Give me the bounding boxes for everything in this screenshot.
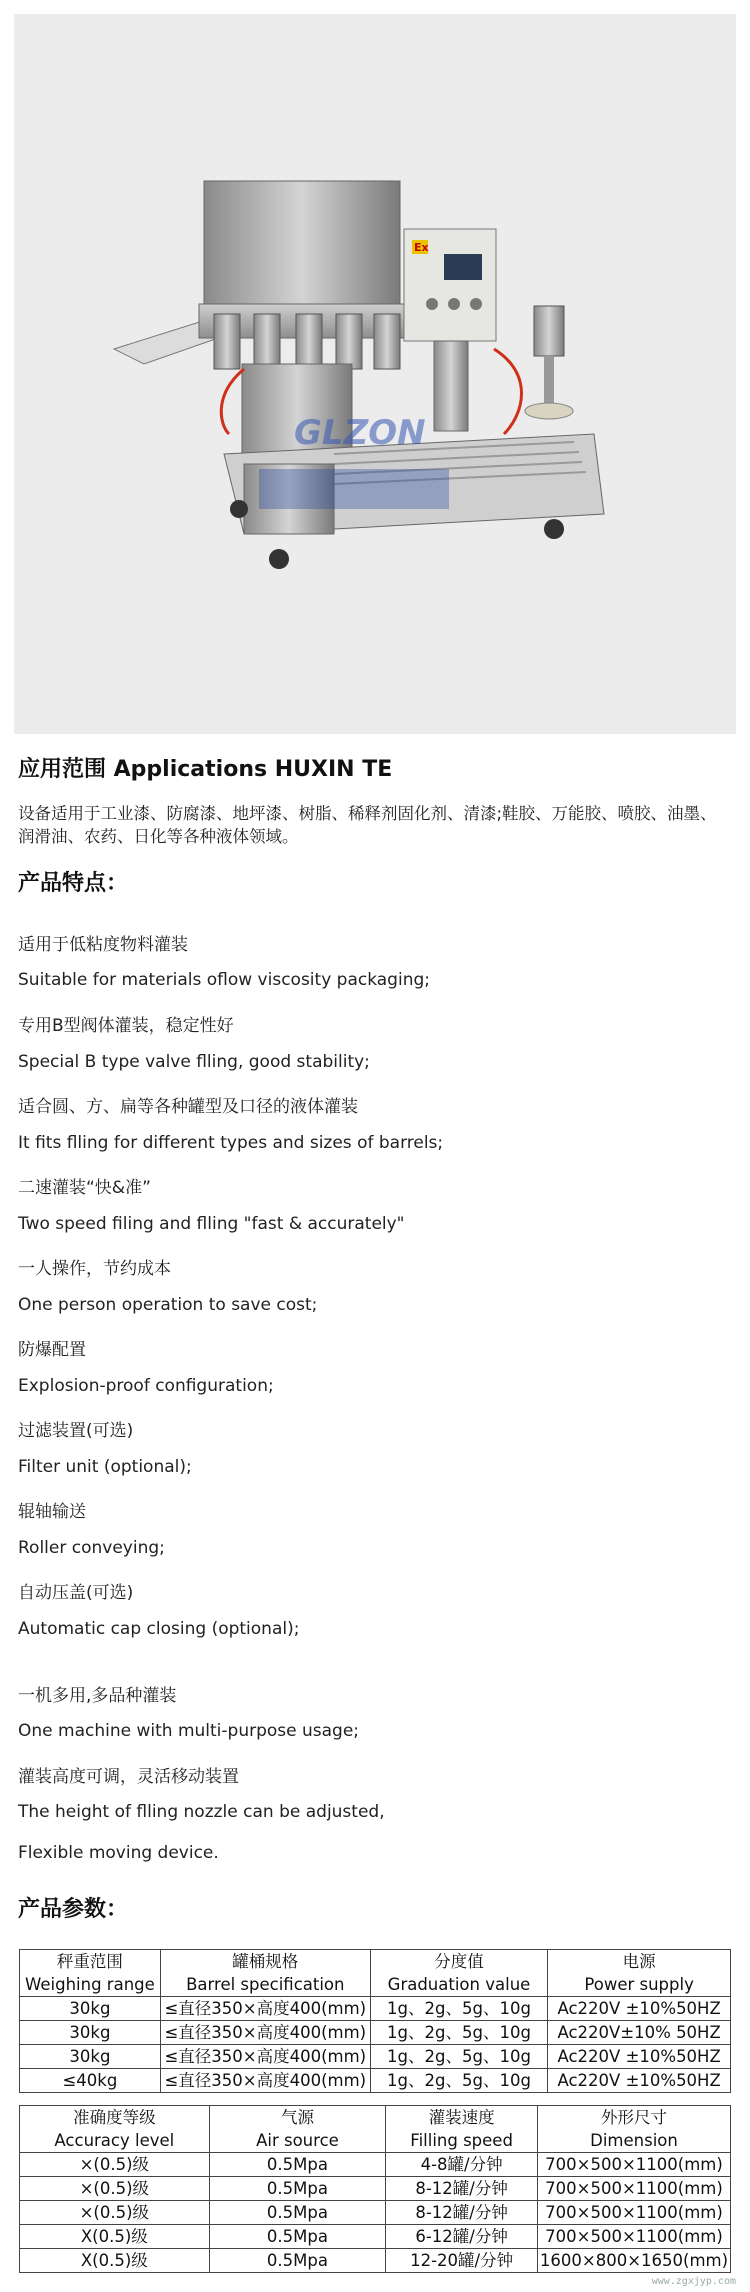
table-cell: Ac220V ±10%50HZ [548,2045,731,2069]
feature-line: 适用于低粘度物料灌装 [18,935,188,955]
feature-line: 专用B型阀体灌装，稳定性好 [18,1016,234,1036]
params-title: 产品参数： [18,1897,129,1922]
table-cell: ×(0.5)级 [20,2153,210,2177]
feature-line: One machine with multi-purpose usage; [18,1721,360,1741]
table-cell: 700×500×1100(mm) [538,2153,731,2177]
feature-line: One person operation to save cost; [18,1295,318,1315]
feature-line: Roller conveying; [18,1538,165,1558]
spec-table-1 [19,1949,731,2093]
table-cell: Ac220V±10% 50HZ [548,2021,731,2045]
table-cell: 700×500×1100(mm) [538,2201,731,2225]
table-row [20,2069,731,2093]
feature-line: 防爆配置 [18,1340,86,1360]
feature-line: Filter unit (optional); [18,1457,192,1477]
header-cell: 气源 Air source [209,2106,386,2153]
table-cell: 0.5Mpa [209,2201,386,2225]
header-cell: 灌装速度 Filling speed [386,2106,538,2153]
header-cell: 电源 Power supply [548,1950,731,1997]
table-cell: ≤直径350×高度400(mm) [160,2045,370,2069]
header-cell: 外形尺寸 Dimension [538,2106,731,2153]
table-header-row [20,2106,731,2153]
table-cell: ≤直径350×高度400(mm) [160,2021,370,2045]
table-cell: 30kg [20,2045,161,2069]
feature-line: Suitable for materials oflow viscosity packaging; [18,970,430,990]
table-cell: 1g、2g、5g、10g [370,2021,548,2045]
header-cell: 秤重范围 Weighing range [20,1950,161,1997]
table-cell: Ac220V ±10%50HZ [548,2069,731,2093]
table-cell: 4-8罐/分钟 [386,2153,538,2177]
feature-line: 适合圆、方、扁等各种罐型及口径的液体灌装 [18,1097,358,1117]
table-cell: ≤40kg [20,2069,161,2093]
table-cell: ≤直径350×高度400(mm) [160,2069,370,2093]
table-row [20,2249,731,2273]
table-header-row [20,1950,731,1997]
feature-line: 过滤装置(可选) [18,1421,134,1441]
table-cell: 30kg [20,1997,161,2021]
table-cell: 8-12罐/分钟 [386,2177,538,2201]
table-row [20,2021,731,2045]
feature-line: 灌装高度可调，灵活移动装置 [18,1767,239,1787]
applications-text: 设备适用于工业漆、防腐漆、地坪漆、树脂、稀释剂固化剂、清漆;鞋胶、万能胶、喷胶、油墨、润滑油、农药、日化等各种液体领域。 [18,804,717,846]
applications-title: 应用范围 Applications HUXIN TE [18,757,393,782]
spec-table-2 [19,2105,731,2273]
filling-machine-illustration [14,14,736,734]
table-cell: 0.5Mpa [209,2249,386,2273]
table-cell: 12-20罐/分钟 [386,2249,538,2273]
feature-line: Two speed filing and flling "fast & accurately" [18,1214,405,1234]
table-row [20,2045,731,2069]
table-cell: 8-12罐/分钟 [386,2201,538,2225]
header-cell: 分度值 Graduation value [370,1950,548,1997]
header-cell: 准确度等级 Accuracy level [20,2106,210,2153]
feature-line: It fits flling for different types and sizes of barrels; [18,1133,444,1153]
table-cell: 0.5Mpa [209,2177,386,2201]
feature-line: The height of flling nozzle can be adjusted, [18,1802,385,1822]
table-cell: ≤直径350×高度400(mm) [160,1997,370,2021]
table-cell: 1g、2g、5g、10g [370,2069,548,2093]
table-cell: 1g、2g、5g、10g [370,1997,548,2021]
table-cell: X(0.5)级 [20,2225,210,2249]
site-watermark: www.zgxjyp.com [651,2276,736,2287]
product-photo [14,14,736,734]
feature-line: 一人操作，节约成本 [18,1259,171,1279]
table-row [20,2201,731,2225]
table-cell: 30kg [20,2021,161,2045]
table-cell: ×(0.5)级 [20,2201,210,2225]
table-cell: 6-12罐/分钟 [386,2225,538,2249]
table-cell: 1g、2g、5g、10g [370,2045,548,2069]
table-cell: 700×500×1100(mm) [538,2177,731,2201]
feature-line: Explosion-proof configuration; [18,1376,274,1396]
table-cell: 0.5Mpa [209,2153,386,2177]
table-row [20,2225,731,2249]
table-row [20,2177,731,2201]
table-row [20,1997,731,2021]
table-row [20,2153,731,2177]
table-cell: 700×500×1100(mm) [538,2225,731,2249]
feature-line: 二速灌装“快&准” [18,1178,151,1198]
table-cell: 0.5Mpa [209,2225,386,2249]
features-title: 产品特点： [18,871,129,896]
header-cell: 罐桶规格 Barrel specification [160,1950,370,1997]
feature-line: Flexible moving device. [18,1843,219,1863]
feature-line: Special B type valve flling, good stability; [18,1052,370,1072]
feature-line: Automatic cap closing (optional); [18,1619,300,1639]
table-cell: ×(0.5)级 [20,2177,210,2201]
table-cell: X(0.5)级 [20,2249,210,2273]
feature-line: 自动压盖(可选) [18,1583,134,1603]
table-cell: Ac220V ±10%50HZ [548,1997,731,2021]
feature-line: 辊轴输送 [18,1502,86,1522]
table-cell: 1600×800×1650(mm) [538,2249,731,2273]
feature-line: 一机多用,多品种灌装 [18,1686,177,1706]
panel-ex-label: Ex [414,241,429,254]
brand-watermark: GLZON [294,413,426,453]
